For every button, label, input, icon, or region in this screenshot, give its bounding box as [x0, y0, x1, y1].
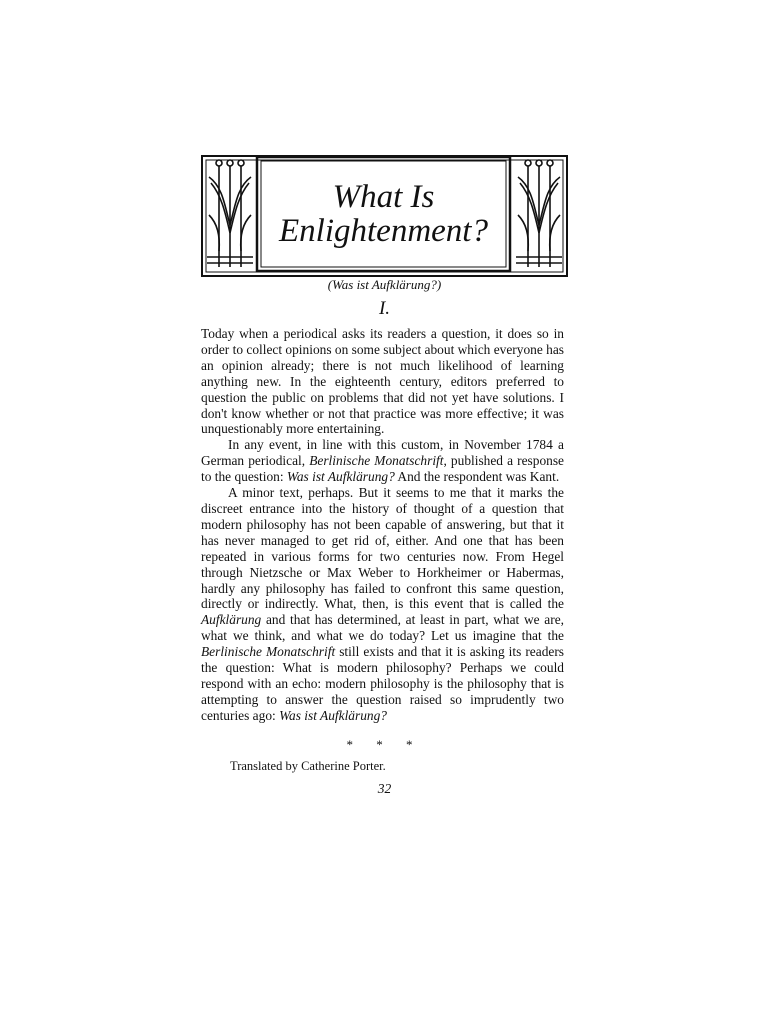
translator-footnote: Translated by Catherine Porter. — [230, 759, 386, 773]
paragraph — [201, 326, 564, 437]
subtitle: (Was ist Aufklärung?) — [327, 277, 442, 292]
text-segment: A minor text, perhaps. But it seems to me that it marks the discreet entrance into the history of thought of a question that modern philosophy has not been capable of answering, but that it has never managed to get rid of, either. And one that has been repeated in various forms for two centuries now. From Hegel through Nietzsche or Max Weber to Horkheimer or Habermas, hardly any philosophy has failed to confront this same question, directly or indirectly. What, then, is this event that is called the — [201, 485, 564, 612]
text-segment: Today when a periodical asks its readers a question, it does so in order to collect opinions on some subject about which everyone has an opinion already; there is not much likelihood of learning anything new. In the eighteenth century, editors preferred to question the public on problems that did not yet have solutions. I don't know whether or not that practice was more effective; it was unquestionably more entertaining. — [201, 326, 564, 437]
italic-text: Berlinische Monatschrift — [201, 644, 336, 660]
title-line-1: What Is — [332, 179, 435, 215]
italic-text: Aufklärung — [201, 612, 262, 628]
section-number: I. — [378, 298, 391, 319]
paragraph — [201, 485, 564, 724]
paragraph — [201, 437, 564, 485]
title-box — [259, 159, 508, 269]
right-ornament — [516, 160, 562, 267]
body-text — [201, 326, 564, 724]
title-line-2: Enlightenment? — [279, 213, 488, 249]
text-segment: and that has determined, at least in part, what we are, what we think, and what we do today? Let us imagine that the — [201, 612, 564, 644]
text-segment: , published a response to the question: — [201, 453, 564, 485]
left-ornament — [207, 160, 253, 267]
italic-text: Berlinische Monatschrift — [309, 453, 444, 469]
section-separator: * * * — [346, 737, 423, 752]
text-segment: still exists and that it is asking its readers the question: What is modern philosophy? Perhaps we could respond with an echo: modern philosophy is the philosophy that is attempting to answer the question raised so imprudently two centuries ago: — [201, 644, 564, 723]
title-banner — [201, 155, 568, 277]
text-segment: In any event, in line with this custom, in November 1784 a German periodical, — [201, 437, 564, 469]
text-segment: And the respondent was Kant. — [394, 469, 560, 485]
page-number: 32 — [377, 781, 392, 796]
italic-text: Was ist Aufklärung? — [279, 707, 387, 723]
italic-text: Was ist Aufklärung? — [286, 469, 395, 485]
